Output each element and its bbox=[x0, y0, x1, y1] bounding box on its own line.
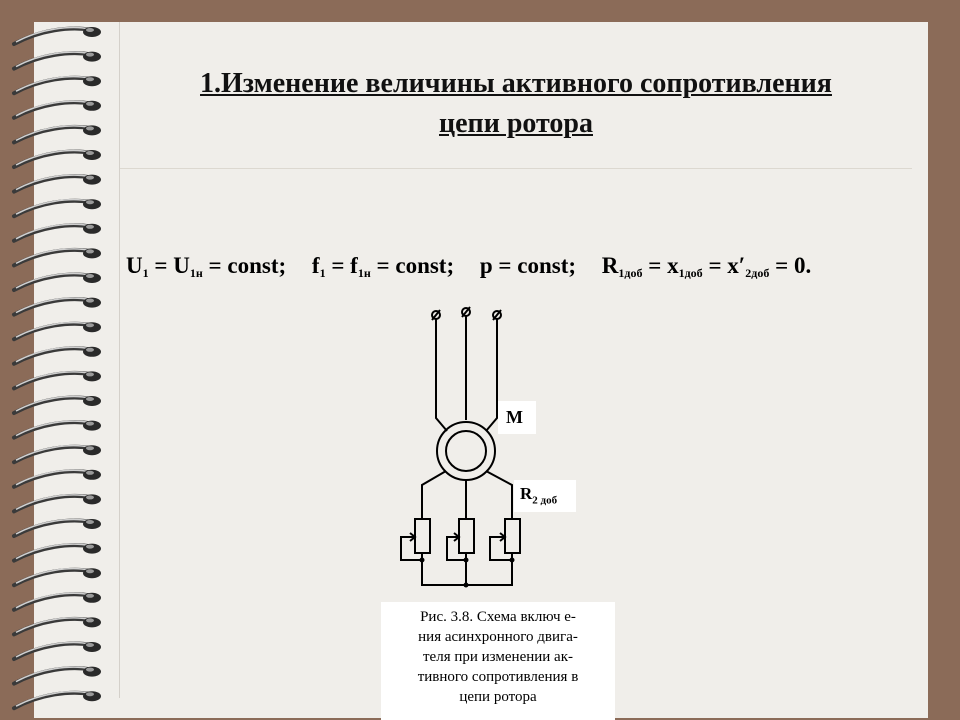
figure-caption bbox=[381, 602, 615, 720]
caption-line-1: Рис. 3.8. Схема включ е- bbox=[420, 609, 576, 625]
rotor-wires bbox=[422, 471, 512, 520]
formula-f: $f_1 = f_{1н}$ = const; bbox=[311, 253, 455, 280]
resistor-label: $R_{2 доб}$ bbox=[514, 480, 576, 512]
formula-r: $R_{1доб} = x_{1доб} = x'_{2доб} = 0$. bbox=[601, 253, 812, 280]
supply-wires bbox=[436, 316, 497, 431]
motor-label: M bbox=[498, 401, 536, 434]
caption-line-2: ния асинхронного двига- bbox=[418, 629, 578, 645]
formula-u: $U_1 = U_{1н}$ = const; bbox=[126, 253, 287, 280]
formula-p: p = const; bbox=[479, 253, 577, 278]
title-line-2: цепи ротора bbox=[439, 108, 593, 139]
caption-line-3: теля при изменении ак- bbox=[423, 649, 573, 665]
caption-line-5: цепи ротора bbox=[459, 689, 537, 705]
title-line-1: 1.Изменение величины активного сопротивления bbox=[200, 68, 832, 99]
caption-line-4: тивного сопротивления в bbox=[417, 669, 579, 685]
rheostats bbox=[401, 519, 520, 585]
